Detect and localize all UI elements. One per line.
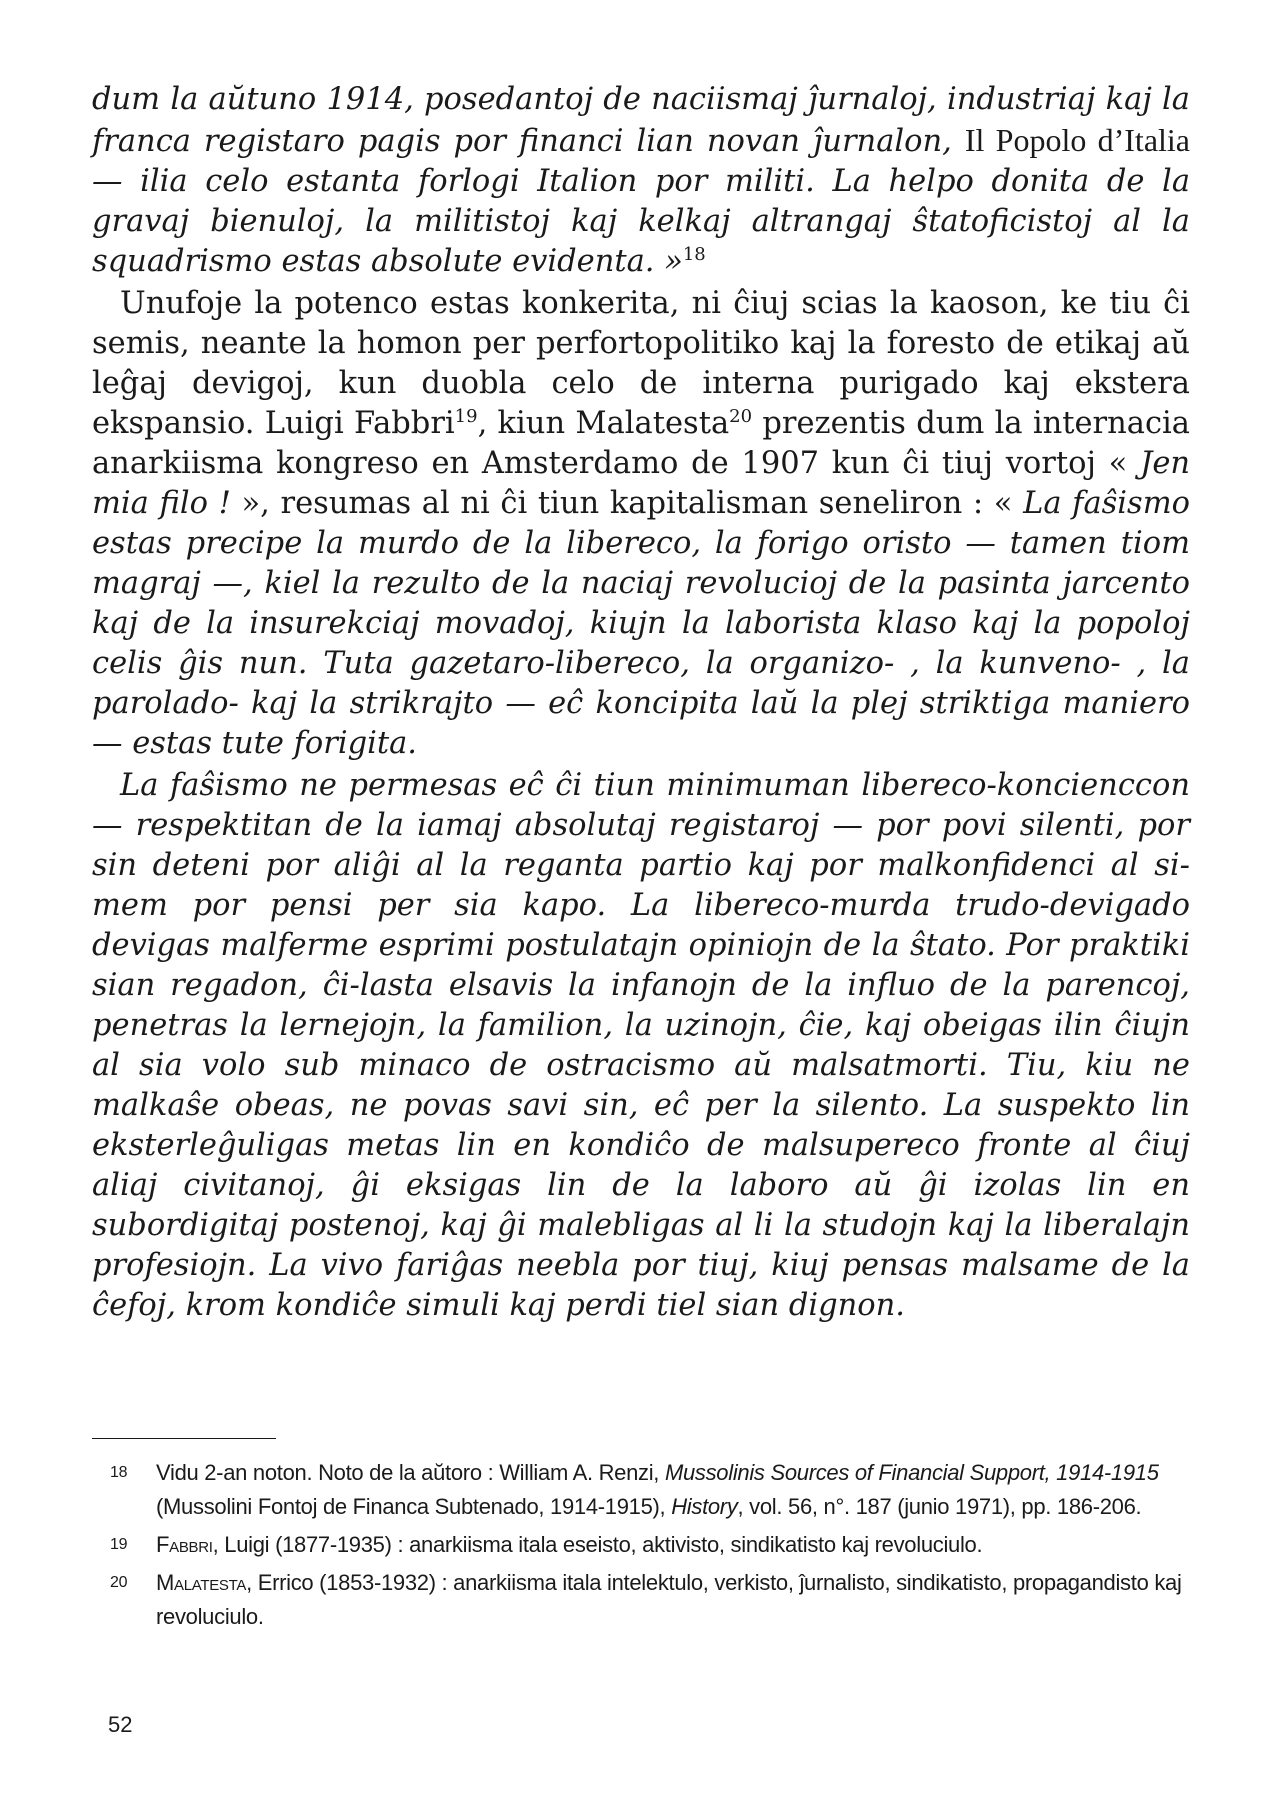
footnote-divider: [92, 1438, 276, 1439]
footnote-number: 18: [110, 1464, 128, 1481]
footnote-ref[interactable]: 19: [454, 405, 478, 427]
footnotes: [92, 1456, 1190, 1638]
paragraph-quote: La faŝismo ne permesas eĉ ĉi tiun minimuman libereco-koncienccon — respektitan de la iamaj absolutaj registaroj — por povi silenti, por sin deteni por aliĝi al la reganta partio kaj por malkonfidenci al si-mem por pensi per sia kapo. La libereco-murda trudo-devigado devigas malferme esprimi postulatajn opiniojn de la ŝtato. Por praktiki sian regadon, ĉi-lasta elsavis la infanojn de la influo de la parencoj, penetras la lernejojn, la familion, la uzinojn, ĉie, kaj obeigas ilin ĉiujn al sia volo sub minaco de ostracismo aŭ malsatmorti. Tiu, kiu ne malkaŝe obeas, ne povas savi sin, eĉ per la silento. La suspekto lin eksterleĝuligas metas lin en kondiĉo de malsupereco fronte al ĉiuj aliaj civitanoj, ĝi eksigas lin de la laboro aŭ ĝi izolas lin en subordigitaj postenoj, kaj ĝi malebligas al li la studojn kaj la liberalajn profesiojn. La vivo fariĝas neebla por tiuj, kiuj pensas malsame de la ĉefoj, krom kondiĉe simuli kaj perdi tiel sian dignon.: [92, 768, 1190, 1323]
paragraph-text: », resumas al ni ĉi tiun kapitalisman seneliron : «: [241, 486, 1013, 521]
paragraph-text: prezentis dum la internacia anarkiisma kongreso en Amsterdamo de 1907 kun ĉi tiuj vortoj «: [92, 406, 1190, 481]
footnote-20: [92, 1566, 1190, 1634]
footnote-ref[interactable]: 20: [729, 405, 753, 427]
footnote-19: [92, 1528, 1190, 1562]
paragraph: [92, 284, 1190, 764]
footnote-18: [92, 1456, 1190, 1524]
paragraph-text: , kiun Malatesta: [477, 406, 730, 441]
footnote-ref[interactable]: 18: [682, 243, 706, 265]
paragraph-text: Unufoje la potenco estas konkerita, ni ĉiuj scias la kaoson, ke tiu ĉi semis, neante la homon per perfortopolitiko kaj la foresto de etikaj aŭ leĝaj devigoj, kun duobla celo de interna purigado kaj ekstera ekspansio. Luigi Fabbri: [92, 286, 1190, 441]
page-number: 52: [108, 1712, 133, 1737]
footnote-text: Vidu 2-an noton. Noto de la aŭtoro : William A. Renzi,: [156, 1460, 665, 1485]
newspaper-title: Il Popolo d’Italia: [964, 122, 1191, 158]
quote-text: Jen mia filo !: [92, 446, 1191, 521]
work-title: Mussolinis Sources of Financial Support, 1914-1915: [664, 1460, 1159, 1485]
footnote-text: , vol. 56, n°. 187 (junio 1971), pp. 186-206.: [737, 1494, 1142, 1519]
footnote-number: 20: [110, 1574, 128, 1591]
footnote-text: (Mussolini Fontoj de Financa Subtenado, 1914-1915),: [156, 1494, 672, 1519]
footnote-text: , Luigi (1877-1935) : anarkiisma itala eseisto, aktivisto, sindikatisto kaj revoluciulo.: [212, 1532, 983, 1557]
quote-text: La faŝismo estas precipe la murdo de la libereco, la forigo oristo — tamen tiom magraj —, kiel la rezulto de la naciaj revolucioj de la pasinta jarcento kaj de la insurekciaj movadoj, kiujn la laborista klaso kaj la popoloj celis ĝis nun. Tuta gazetaro-libereco, la organizo- , la kunveno- , la parolado- kaj la strikrajto — eĉ koncipita laŭ la plej striktiga maniero — estas tute forigita.: [92, 486, 1190, 761]
footnote-text: , Errico (1853-1932) : anarkiisma itala intelektulo, verkisto, ĵurnalisto, sindikatisto, propagandisto kaj revoluciulo.: [156, 1570, 1182, 1629]
main-text: [92, 80, 1190, 1326]
author-surname: Malatesta: [156, 1570, 247, 1595]
paragraph-continued-quote: [92, 80, 1190, 282]
journal-title: History: [671, 1494, 738, 1519]
quote-text: — ilia celo estanta forlogi Italion por militi. La helpo donita de la gravaj bienuloj, la militistoj kaj kelkaj altrangaj ŝtatoficistoj al la squadrismo estas absolute evidenta. »: [92, 164, 1190, 279]
footnote-number: 19: [110, 1536, 128, 1553]
quote-text: dum la aŭtuno 1914, posedantoj de naciismaj ĵurnaloj, industriaj kaj la franca registaro pagis por financi lian novan ĵurnalon,: [92, 82, 1190, 159]
author-surname: Fabbri: [156, 1532, 213, 1557]
